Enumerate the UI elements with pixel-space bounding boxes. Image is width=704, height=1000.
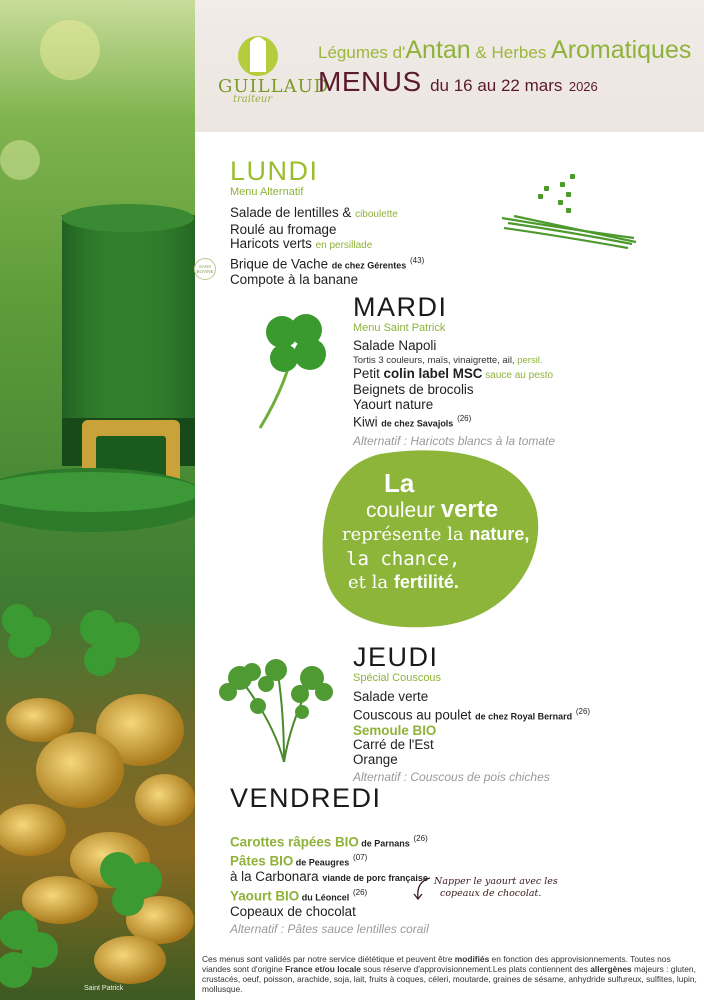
menu-item: Carré de l'Est bbox=[353, 737, 434, 753]
image-caption: Saint Patrick bbox=[84, 985, 124, 992]
menu-item: Yaourt nature bbox=[353, 396, 434, 412]
four-leaf-clover-illustration bbox=[252, 302, 336, 430]
day-block-lundi bbox=[230, 158, 424, 287]
day-subtitle: Spécial Couscous bbox=[353, 672, 442, 684]
quote-line: la chance, bbox=[346, 548, 461, 570]
sans-bovine-badge: SANS BOVINE bbox=[194, 258, 216, 280]
menu-item: Petit colin label MSC sauce au pesto bbox=[353, 365, 554, 381]
parsley-illustration bbox=[214, 654, 338, 764]
quote-line: couleur verte bbox=[366, 496, 499, 523]
footer-disclaimer: Ces menus sont validés par notre service diététique et peuvent être modifiés en fonction des approvisionnements. Toutes nos viandes sont d'origine France et/ou locale sous réserve d'approvisionnement.Les plats contiennent des allergènes majeurs : gluten, crustacés, oeuf, poisson, arachide, soja, lait, fruits à coques, céleri, moutarde, graines de sésame, anhydride sulfureux, sulfites, lupin, mollusque. bbox=[202, 954, 697, 994]
day-title: VENDREDI bbox=[230, 783, 382, 813]
menu-item: à la Carbonara viande de porc française bbox=[230, 869, 428, 885]
green-color-quote bbox=[320, 448, 542, 630]
menu-item: Salade verte bbox=[353, 689, 429, 704]
menu-item: Brique de Vache de chez Gérentes $^{(43)}$ bbox=[230, 255, 425, 272]
menu-item: Couscous au poulet de chez Royal Bernard $^{(26)}$ bbox=[353, 706, 591, 723]
menu-item: Copeaux de chocolat bbox=[230, 903, 356, 919]
menu-item: Orange bbox=[353, 751, 398, 767]
curved-arrow-icon bbox=[412, 876, 434, 902]
chives-illustration bbox=[500, 168, 640, 252]
week-dates: du 16 au 22 mars bbox=[430, 76, 563, 95]
menus-label: MENUS bbox=[318, 66, 422, 97]
day-title: MARDI bbox=[353, 292, 448, 322]
day-subtitle: Menu Alternatif bbox=[230, 186, 304, 198]
menu-item: Carottes râpées BIO de Parnans $^{(26)}$ bbox=[230, 834, 428, 850]
logo-tagline: traiteur bbox=[233, 94, 273, 105]
menu-item: Roulé au fromage bbox=[230, 221, 337, 237]
decorative-image-panel bbox=[0, 0, 195, 1000]
day-block-jeudi bbox=[353, 644, 590, 784]
day-title: LUNDI bbox=[230, 156, 319, 186]
alternative-option: Alternatif : Haricots blancs à la tomate bbox=[353, 434, 556, 449]
week-year: 2026 bbox=[568, 79, 598, 94]
menu-item: Salade Napoli bbox=[353, 338, 437, 353]
day-block-mardi bbox=[353, 294, 555, 448]
title-word-legumes: Légumes d' bbox=[318, 43, 406, 62]
alternative-option: Alternatif : Pâtes sauce lentilles corail bbox=[230, 922, 429, 937]
serving-tip-note: Napper le yaourt avec les copeaux de chocolat. bbox=[434, 876, 558, 899]
menu-item: Compote à la banane bbox=[230, 271, 359, 287]
alternative-option: Alternatif : Couscous de pois chiches bbox=[353, 770, 550, 785]
menu-item: Yaourt BIO du Léoncel $^{(26)}$ bbox=[230, 887, 368, 904]
menu-week-title bbox=[318, 66, 598, 98]
menu-item: Beignets de brocolis bbox=[353, 382, 474, 398]
quote-line: La bbox=[384, 468, 415, 498]
quote-line: et la fertilité. bbox=[348, 572, 459, 593]
logo-wordmark: GUILLAUD bbox=[218, 76, 330, 97]
menu-item: Kiwi de chez Savajols $^{(26)}$ bbox=[353, 414, 472, 430]
menu-item-detail: Tortis 3 couleurs, maïs, vinaigrette, ail, persil. bbox=[353, 354, 543, 366]
title-word-herbes: & Herbes bbox=[470, 43, 552, 62]
menu-item: Semoule BIO bbox=[353, 722, 437, 738]
menu-item: Pâtes BIO de Peaugres $^{(07)}$ bbox=[230, 853, 368, 869]
day-block-vendredi bbox=[230, 785, 429, 936]
menu-item: Haricots verts en persillade bbox=[230, 236, 373, 252]
menu-item: Salade de lentilles & ciboulette bbox=[230, 205, 398, 220]
title-word-antan: Antan bbox=[405, 36, 471, 64]
quote-line: représente la nature, bbox=[342, 524, 530, 545]
day-title: JEUDI bbox=[353, 642, 439, 672]
day-subtitle: Menu Saint Patrick bbox=[353, 322, 446, 334]
menu-theme-title bbox=[318, 36, 691, 65]
title-word-aromatiques: Aromatiques bbox=[551, 36, 692, 64]
